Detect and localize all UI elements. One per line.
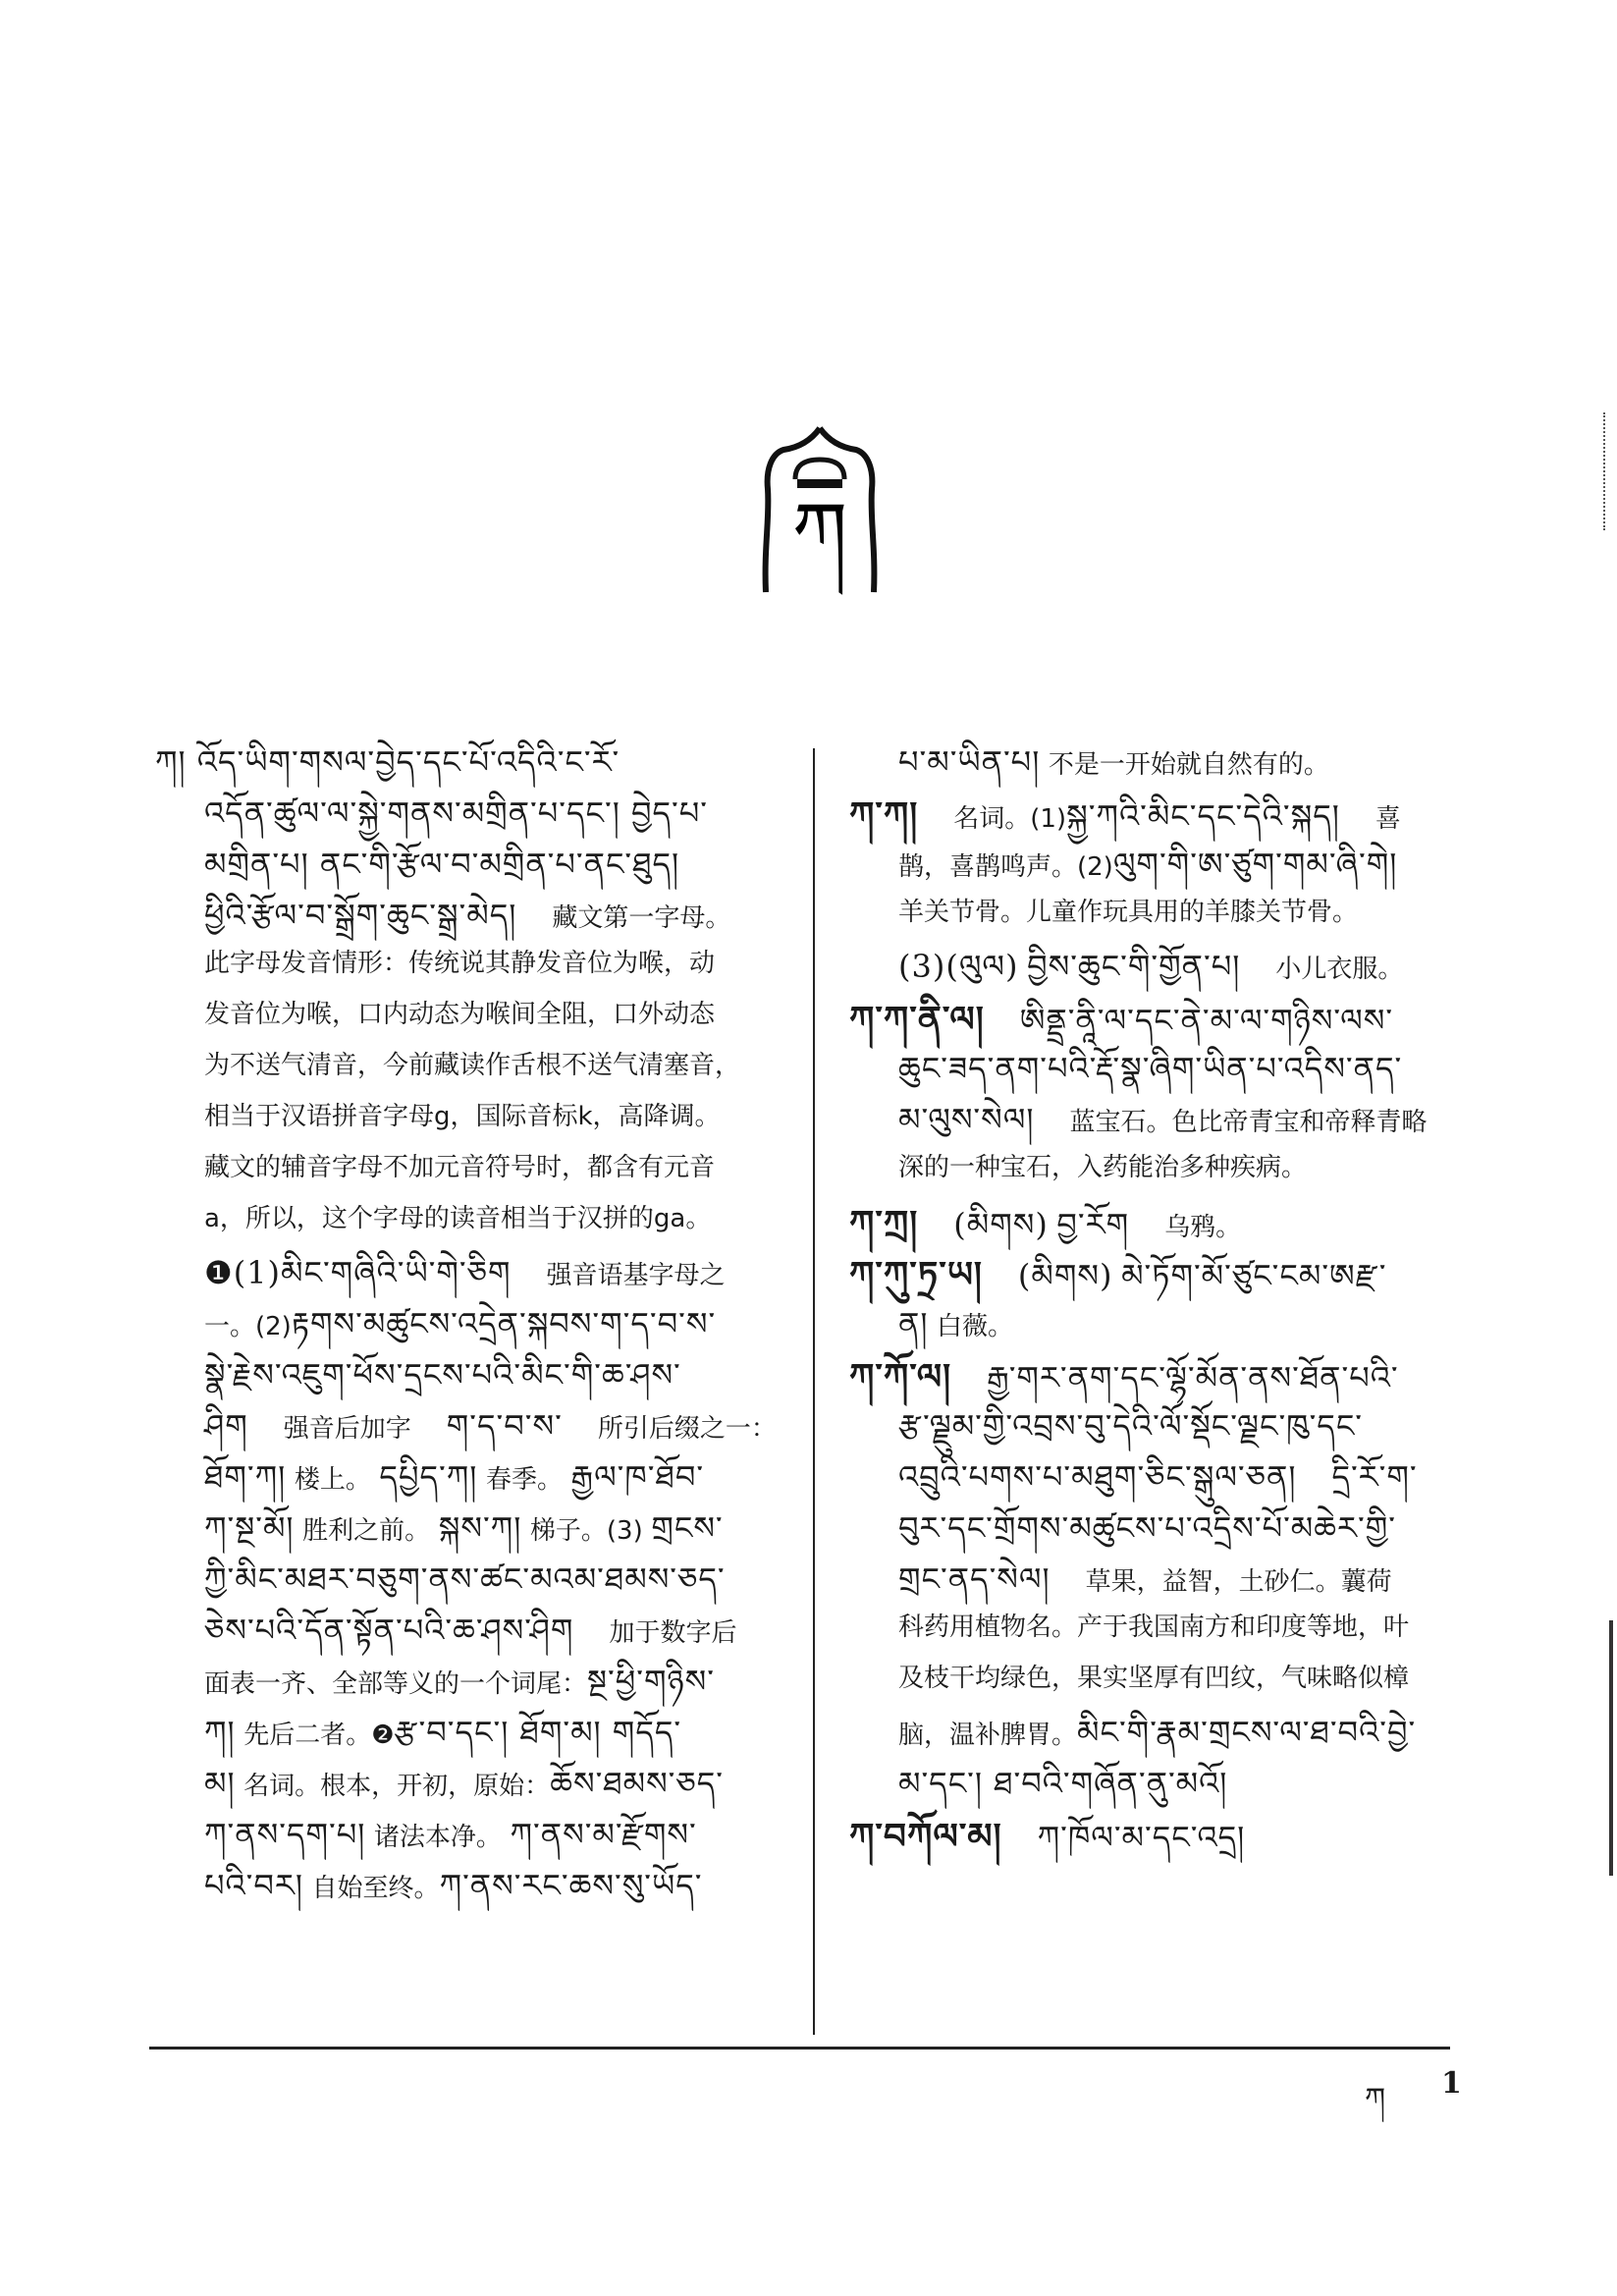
text-line: (3)(ལུལ) བྱིས་ཆུང་གི་གྱོན་པ། 小儿衣服。 bbox=[898, 948, 1404, 985]
text-line: པ་མ་ཡིན་པ། 不是一开始就自然有的。 bbox=[898, 743, 1329, 781]
text-line: ཅེས་པའི་དོན་སྟོན་པའི་ཆ་ཤས་ཤིག 加于数字后 bbox=[204, 1612, 737, 1649]
scan-edge-marks bbox=[1603, 412, 1617, 530]
text-line: 羊关节骨。儿童作玩具用的羊膝关节骨。 bbox=[898, 898, 1359, 927]
running-head-letter: ཀ bbox=[1365, 2082, 1387, 2116]
emblem-letter: ཀ bbox=[791, 485, 848, 576]
text-line: ཕྱིའི་རྩོལ་བ་སྒྲོག་ཆུང་སྒྲ་མེད། 藏文第一字母。 bbox=[204, 897, 731, 934]
title-letter-emblem bbox=[756, 420, 884, 617]
text-line: མ་དང་། ཐ་བའི་གཞོན་ནུ་མའོ། bbox=[898, 1765, 1228, 1802]
text-line: 发音位为喉，口内动态为喉间全阻，口外动态 bbox=[204, 1000, 716, 1029]
text-line: 此字母发音情形：传统说其静发音位为喉，动 bbox=[204, 949, 716, 978]
scan-edge-bar bbox=[1609, 1620, 1613, 1876]
text-line: 及枝干均绿色，果实坚厚有凹纹，气味略似樟 bbox=[898, 1664, 1410, 1693]
text-line: 脑，温补脾胃。མིང་གི་རྣམ་གྲངས་ལ་ཐ་བའི་བྱེ་ bbox=[898, 1714, 1417, 1751]
text-line: པའི་བར། 自始至终。ཀ་ནས་རང་ཆས་སུ་ཡོད་ bbox=[204, 1867, 703, 1904]
text-line: ཐོག་ཀ། 楼上。 དཔྱིད་ཀ། 春季。 རྒྱལ་ཁ་ཐོབ་ bbox=[204, 1458, 705, 1496]
entry-headword-line: ཀ་ཀྲ། (མིགས) བྱ་རོག 乌鸦。 bbox=[849, 1203, 1242, 1244]
column-divider bbox=[813, 748, 815, 2035]
text-line: 相当于汉语拼音字母g，国际音标k，高降调。 bbox=[204, 1102, 721, 1131]
entry-headword-line: ཀ་ཀ། 名词。(1)སྐྱ་ཀའི་མིང་དང་དེའི་སྐད། 喜 bbox=[849, 794, 1401, 836]
entry-headword-line: ཀ་ཀོ་ལ། རྒྱ་གར་ནག་དང་ལྷོ་མོན་ནས་ཐོན་པའི་ bbox=[849, 1356, 1399, 1397]
text-line: གྲང་ནད་སེལ། 草果，益智，土砂仁。蘘荷 bbox=[898, 1560, 1392, 1598]
text-line: མགྲིན་པ། ནང་གི་རྩོལ་བ་མགྲིན་པ་ནང་ཐུད། bbox=[204, 846, 680, 883]
text-line: མ་ལུས་སེལ། 蓝宝石。色比帝青宝和帝释青略 bbox=[898, 1101, 1428, 1138]
text-line: ཀ། 先后二者。❷རྩ་བ་དང་། ཐོག་མ། གདོད་ bbox=[204, 1714, 682, 1751]
text-line: 为不送气清音，今前藏读作舌根不送气清塞音， bbox=[204, 1051, 741, 1080]
text-line: རྩ་ལྗུམ་གྱི་འབྲས་བུ་དེའི་ལོ་སྡོང་ལྗང་ཁུ་དང་ bbox=[898, 1407, 1364, 1445]
text-line: ❶(1)མིང་གཞིའི་ཡི་གེ་ཅིག 强音语基字母之 bbox=[204, 1254, 726, 1291]
text-line: ཀ། འོད་ཡིག་གསལ་བྱེད་དང་པོ་འདིའི་ང་རོ་ bbox=[155, 743, 620, 781]
text-line: བུར་དང་གྲོགས་མཚུངས་པ་འདྲིས་པོ་མཆེར་གྱི་ bbox=[898, 1509, 1396, 1547]
text-line: 科药用植物名。产于我国南方和印度等地，叶 bbox=[898, 1613, 1410, 1642]
entry-headword-line: ཀ་བཀོལ་མ། ཀ་ཁོལ་མ་དང་འདྲ། bbox=[849, 1816, 1246, 1857]
page-number: 1 bbox=[1441, 2066, 1462, 2101]
entry-headword-line: ཀ་ཀུ་ཏྲ་ཡ། (མིགས) མེ་ཏོག་མོ་ཙུང་ངམ་ཨརྫ་ bbox=[849, 1254, 1387, 1295]
text-line: 藏文的辅音字母不加元音符号时，都含有元音 bbox=[204, 1153, 716, 1182]
text-line: 深的一种宝石，入药能治多种疾病。 bbox=[898, 1153, 1308, 1182]
text-line: 鹊，喜鹊鸣声。(2)ལུག་གི་ཨ་ཙུག་གམ་ཞི་གེ། bbox=[898, 846, 1398, 883]
text-line: འབྲུའི་པགས་པ་མཐུག་ཅིང་སྒུལ་ཅན། དྲི་རོ་ག་ bbox=[898, 1458, 1418, 1496]
text-line: འདོན་ཚུལ་ལ་སྐྱེ་གནས་མགྲིན་པ་དང་། བྱེད་པ་ bbox=[204, 794, 708, 832]
entry-headword-line: ཀ་ཀ་ནི་ལ། ཨིནྡྲ་ནཱི་ལ་དང་ནེ་མ་ལ་གཉིས་ལས་ bbox=[849, 999, 1394, 1040]
text-line: ན། 白薇。 bbox=[898, 1305, 1014, 1342]
text-line: ཀ་སྔ་མོ། 胜利之前。 སྐས་ཀ། 梯子。(3) གྲངས་ bbox=[204, 1509, 724, 1547]
text-line: a，所以，这个字母的读音相当于汉拼的ga。 bbox=[204, 1204, 712, 1233]
text-line: ཆུང་ཟད་ནག་པའི་རྡོ་སྣ་ཞིག་ཡིན་པ་འདིས་ནད་ bbox=[898, 1050, 1403, 1087]
text-line: ཀྱི་མིང་མཐར་བཅུག་ནས་ཚང་མའམ་ཐམས་ཅད་ bbox=[204, 1560, 726, 1598]
text-line: ཤིག 强音后加字 ག་ད་བ་ས་ 所引后缀之一： bbox=[204, 1407, 777, 1445]
text-line: སྣེ་རྗེས་འཇུག་ཕོས་དྲངས་པའི་མིང་གི་ཆ་ཤས་ bbox=[204, 1356, 681, 1394]
text-line: 面表一齐、全部等义的一个词尾：སྔ་ཕྱི་གཉིས་ bbox=[204, 1663, 715, 1700]
footer-rule bbox=[149, 2047, 1450, 2050]
text-line: མ། 名词。根本，开初，原始：ཆོས་ཐམས་ཅད་ bbox=[204, 1765, 725, 1802]
text-line: ཀ་ནས་དག་པ། 诸法本净。 ཀ་ནས་མ་རྫོགས་ bbox=[204, 1816, 697, 1853]
text-line: 一。(2)རྟགས་མཚུངས་འདྲེན་སྐབས་ག་ད་བ་ས་ bbox=[204, 1305, 717, 1342]
